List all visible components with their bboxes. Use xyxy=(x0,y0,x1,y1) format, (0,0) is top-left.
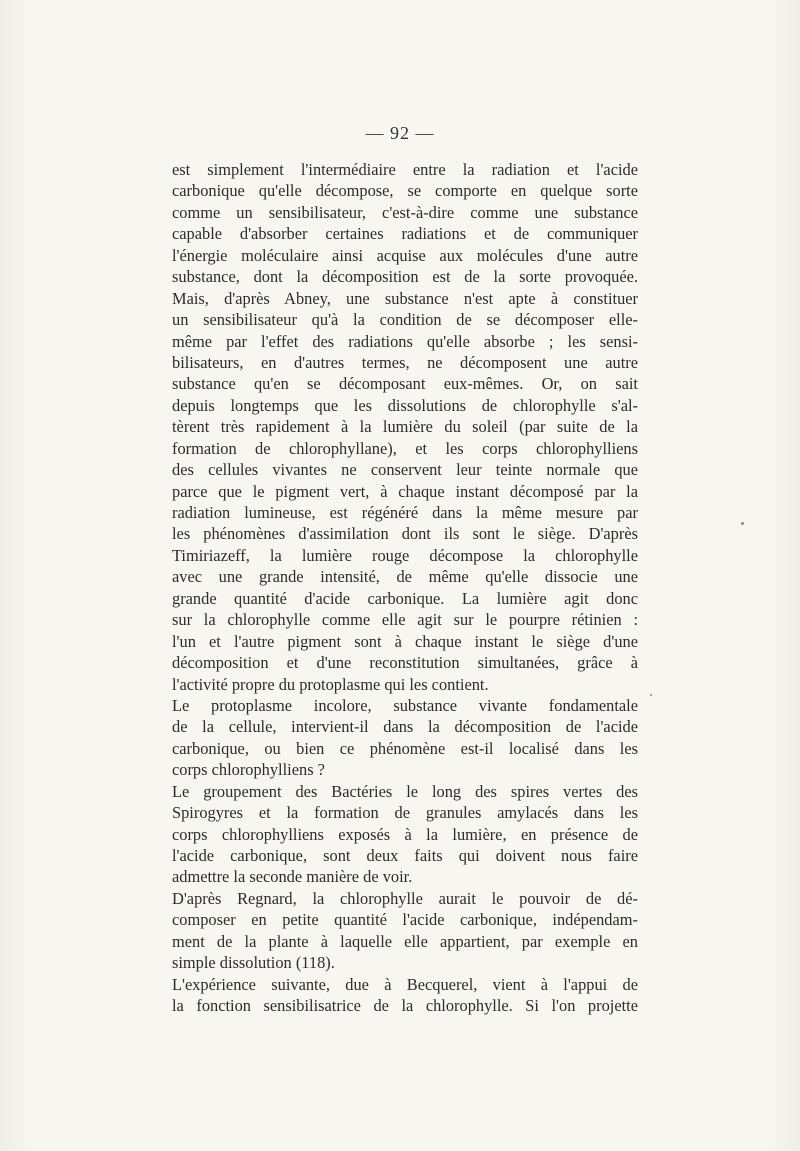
text-line: composer en petite quantité l'acide carbonique, indépendam- xyxy=(172,910,638,930)
text-line: même par l'effet des radiations qu'elle absorbe ; les sensi- xyxy=(172,331,638,351)
text-line: L'expérience suivante, due à Becquerel, vient à l'appui de xyxy=(172,974,638,994)
text-line: les phénomènes d'assimilation dont ils sont le siège. D'après xyxy=(172,524,638,544)
text-line: l'énergie moléculaire ainsi acquise aux molécules d'une autre xyxy=(172,245,638,265)
text-line: bilisateurs, en d'autres termes, ne décomposent une autre xyxy=(172,352,638,372)
text-line: radiation lumineuse, est régénéré dans la même mesure par xyxy=(172,503,638,522)
text-line: comme un sensibilisateur, c'est-à-dire comme une substance xyxy=(172,202,638,222)
text-line: ment de la plante à laquelle elle appartient, par exemple en xyxy=(172,931,638,951)
text-line: Timiriazeff, la lumière rouge décompose la chlorophylle xyxy=(172,545,638,565)
text-line: substance, dont la décomposition est de la sorte provoquée. xyxy=(172,267,638,287)
text-line: grande quantité d'acide carbonique. La lumière agit donc xyxy=(172,588,638,608)
text-line: Le protoplasme incolore, substance vivante fondamentale xyxy=(172,695,638,715)
text-line: Mais, d'après Abney, une substance n'est apte à constituer xyxy=(172,288,638,308)
text-line: parce que le pigment vert, à chaque instant décomposé par la xyxy=(172,481,638,501)
text-line: corps chlorophylliens ? xyxy=(172,760,325,780)
text-line: formation de chlorophyllane), et les corps chlorophylliens xyxy=(172,438,638,458)
text-line: depuis longtemps que les dissolutions de chlorophylle s'al- xyxy=(172,395,638,415)
text-line: corps chlorophylliens exposés à la lumière, en présence de xyxy=(172,824,638,844)
text-line: admettre la seconde manière de voir. xyxy=(172,867,413,887)
text-line: Le groupement des Bactéries le long des spires vertes des xyxy=(172,781,638,801)
text-line: de la cellule, intervient-il dans la décomposition de l'acide xyxy=(172,717,638,737)
text-line: est simplement l'intermédiaire entre la radiation et l'acide xyxy=(172,160,638,179)
text-line: la fonction sensibilisatrice de la chlorophylle. Si l'on projette xyxy=(172,996,638,1016)
text-line: carbonique, ou bien ce phénomène est-il localisé dans les xyxy=(172,738,638,758)
page-number: — 92 — xyxy=(365,123,435,143)
body-text xyxy=(172,159,638,1017)
text-line: l'acide carbonique, sont deux faits qui doivent nous faire xyxy=(172,846,638,865)
text-line: Spirogyres et la formation de granules amylacés dans les xyxy=(172,803,638,823)
text-line: tèrent très rapidement à la lumière du soleil (par suite de la xyxy=(172,417,638,437)
text-line: avec une grande intensité, de même qu'elle dissocie une xyxy=(172,567,638,587)
text-line: D'après Regnard, la chlorophylle aurait le pouvoir de dé- xyxy=(172,888,638,908)
paper-speck xyxy=(741,522,744,525)
text-line: l'un et l'autre pigment sont à chaque instant le siège d'une xyxy=(172,631,638,651)
text-line: des cellules vivantes ne conservent leur teinte normale que xyxy=(172,460,638,480)
text-line: l'activité propre du protoplasme qui les contient. xyxy=(172,674,489,694)
text-line: capable d'absorber certaines radiations et de communiquer xyxy=(172,224,638,244)
text-line: simple dissolution (118). xyxy=(172,953,335,973)
text-line: sur la chlorophylle comme elle agit sur le pourpre rétinien : xyxy=(172,610,638,630)
text-line: substance qu'en se décomposant eux-mêmes. Or, on sait xyxy=(172,374,638,394)
text-line: carbonique qu'elle décompose, se comporte en quelque sorte xyxy=(172,181,638,201)
text-line: un sensibilisateur qu'à la condition de se décomposer elle- xyxy=(172,310,638,330)
paper-speck xyxy=(650,694,652,696)
text-line: décomposition et d'une reconstitution simultanées, grâce à xyxy=(172,653,638,673)
